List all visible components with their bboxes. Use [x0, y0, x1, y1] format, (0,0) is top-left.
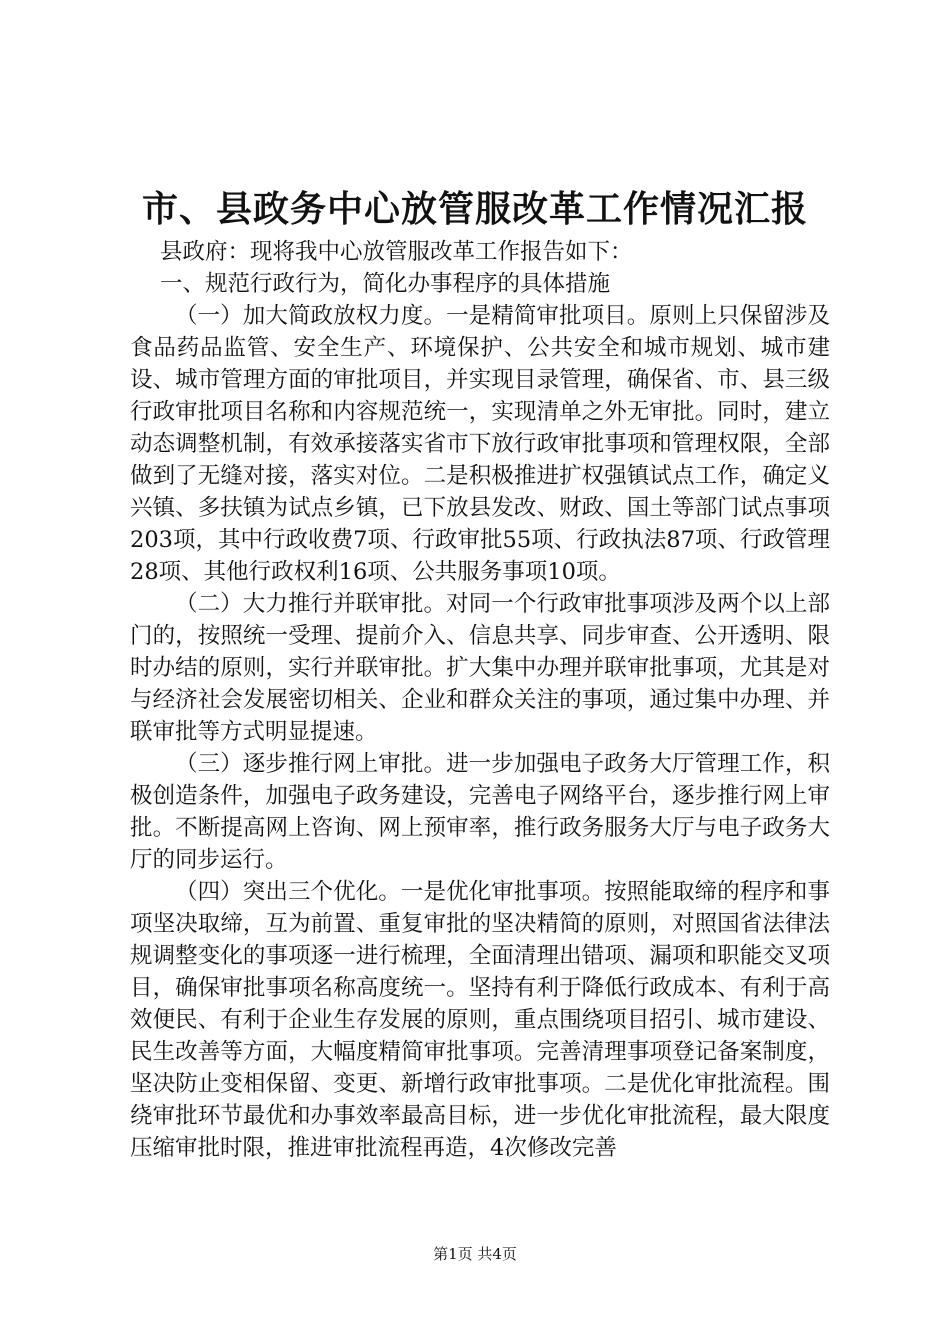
paragraph-1: （一）加大简政放权力度。一是精简审批项目。原则上只保留涉及食品药品监管、安全生产、环境保护、公共安全和城市规划、城市建设、城市管理方面的审批项目，并实现目录管理，确保省、市、县三级行政审批项目名称和内容规范统一，实现清单之外无审批。同时，建立动态调整机制，有效承接落实省市下放行政审批事项和管理权限，全部做到了无缝对接，落实对位。二是积极推进扩权强镇试点工作，确定义兴镇、多扶镇为试点乡镇，已下放县发改、财政、国土等部门试点事项203项，其中行政收费7项、行政审批55项、行政执法87项、行政管理28项、其他行政权利16项、公共服务事项10项。: [130, 303, 830, 585]
paragraph-2: （二）大力推行并联审批。对同一个行政审批事项涉及两个以上部门的，按照统一受理、提前介入、信息共享、同步审查、公开透明、限时办结的原则，实行并联审批。扩大集中办理并联审批事项，尤其是对与经济社会发展密切相关、企业和群众关注的事项，通过集中办理、并联审批等方式明显提速。: [130, 591, 830, 745]
page-footer: 第1页 共4页: [433, 1245, 517, 1263]
document-body: [130, 236, 830, 1164]
salutation: 县政府：现将我中心放管服改革工作报告如下：: [160, 239, 633, 265]
paragraph-3: （三）逐步推行网上审批。进一步加强电子政务大厅管理工作，积极创造条件，加强电子政务建设，完善电子网络平台，逐步推行网上审批。不断提高网上咨询、网上预审率，推行政务服务大厅与电子政务大厅的同步运行。: [130, 751, 830, 873]
document-title: 市、县政务中心放管服改革工作情况汇报: [141, 188, 808, 230]
section-heading: 一、规范行政行为，简化办事程序的具体措施: [160, 271, 611, 297]
paragraph-4: （四）突出三个优化。一是优化审批事项。按照能取缔的程序和事项坚决取缔，互为前置、重复审批的坚决精简的原则，对照国省法律法规调整变化的事项逐一进行梳理，全面清理出错项、漏项和职能交叉项目，确保审批事项名称高度统一。坚持有利于降低行政成本、有利于高效便民、有利于企业生存发展的原则，重点围绕项目招引、城市建设、民生改善等方面，大幅度精简审批事项。完善清理事项登记备案制度，坚决防止变相保留、变更、新增行政审批事项。二是优化审批流程。围绕审批环节最优和办事效率最高目标，进一步优化审批流程，最大限度压缩审批时限，推进审批流程再造，4次修改完善: [130, 879, 830, 1161]
